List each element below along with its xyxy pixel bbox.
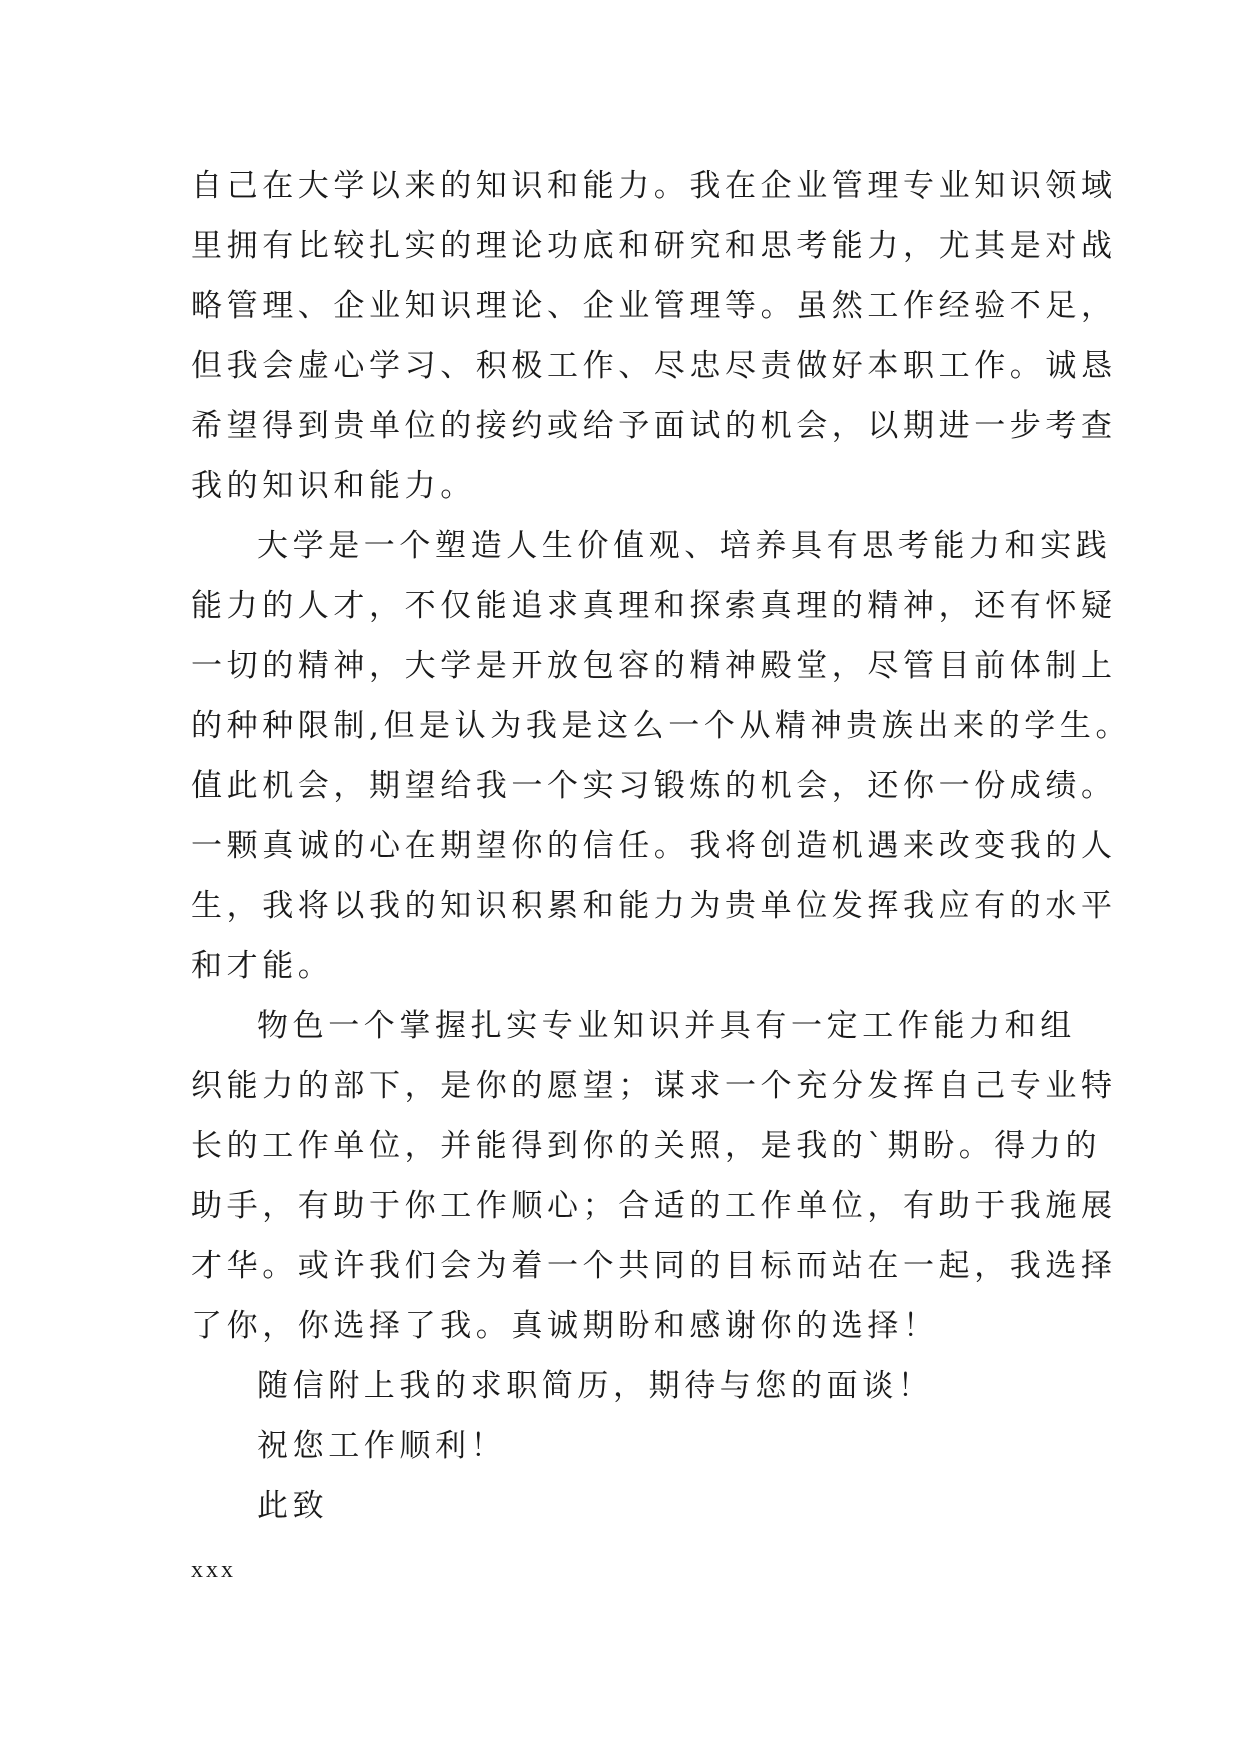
text-line: 里拥有比较扎实的理论功底和研究和思考能力，尤其是对战 (191, 228, 1117, 264)
text-line: 一切的精神，大学是开放包容的精神殿堂，尽管目前体制上 (191, 648, 1117, 684)
text-line: 我的知识和能力。 (191, 468, 476, 504)
text-line: 才华。或许我们会为着一个共同的目标而站在一起，我选择 (191, 1248, 1117, 1284)
closing-line: 祝您工作顺利！ (257, 1428, 507, 1464)
closing-line: 此致 (257, 1488, 329, 1524)
text-line: 生，我将以我的知识积累和能力为贵单位发挥我应有的水平 (191, 888, 1117, 924)
signature-line: xxx (191, 1557, 236, 1583)
text-line: 能力的人才，不仅能追求真理和探索真理的精神，还有怀疑 (191, 588, 1117, 624)
text-line: 了你，你选择了我。真诚期盼和感谢你的选择！ (191, 1308, 939, 1344)
letter-body (191, 156, 1132, 1600)
text-line: 但我会虚心学习、积极工作、尽忠尽责做好本职工作。诚恳 (191, 348, 1117, 384)
paragraph-start-line: 物色一个掌握扎实专业知识并具有一定工作能力和组 (257, 1008, 1076, 1044)
text-line: 织能力的部下，是你的愿望；谋求一个充分发挥自己专业特 (191, 1068, 1117, 1104)
text-line: 和才能。 (191, 948, 334, 984)
text-line: 自己在大学以来的知识和能力。我在企业管理专业知识领域 (191, 168, 1117, 204)
text-line: 长的工作单位，并能得到你的关照，是我的`期盼。得力的 (191, 1128, 1102, 1164)
text-line: 的种种限制,但是认为我是这么一个从精神贵族出来的学生。 (191, 708, 1132, 744)
text-line: 一颗真诚的心在期望你的信任。我将创造机遇来改变我的人 (191, 828, 1117, 864)
paragraph-start-line: 大学是一个塑造人生价值观、培养具有思考能力和实践 (257, 528, 1112, 564)
text-line: 助手，有助于你工作顺心；合适的工作单位，有助于我施展 (191, 1188, 1117, 1224)
text-line: 值此机会，期望给我一个实习锻炼的机会，还你一份成绩。 (191, 768, 1117, 804)
text-line: 略管理、企业知识理论、企业管理等。虽然工作经验不足， (191, 288, 1117, 324)
text-line: 希望得到贵单位的接约或给予面试的机会，以期进一步考查 (191, 408, 1117, 444)
closing-line: 随信附上我的求职简历，期待与您的面谈！ (257, 1368, 934, 1404)
